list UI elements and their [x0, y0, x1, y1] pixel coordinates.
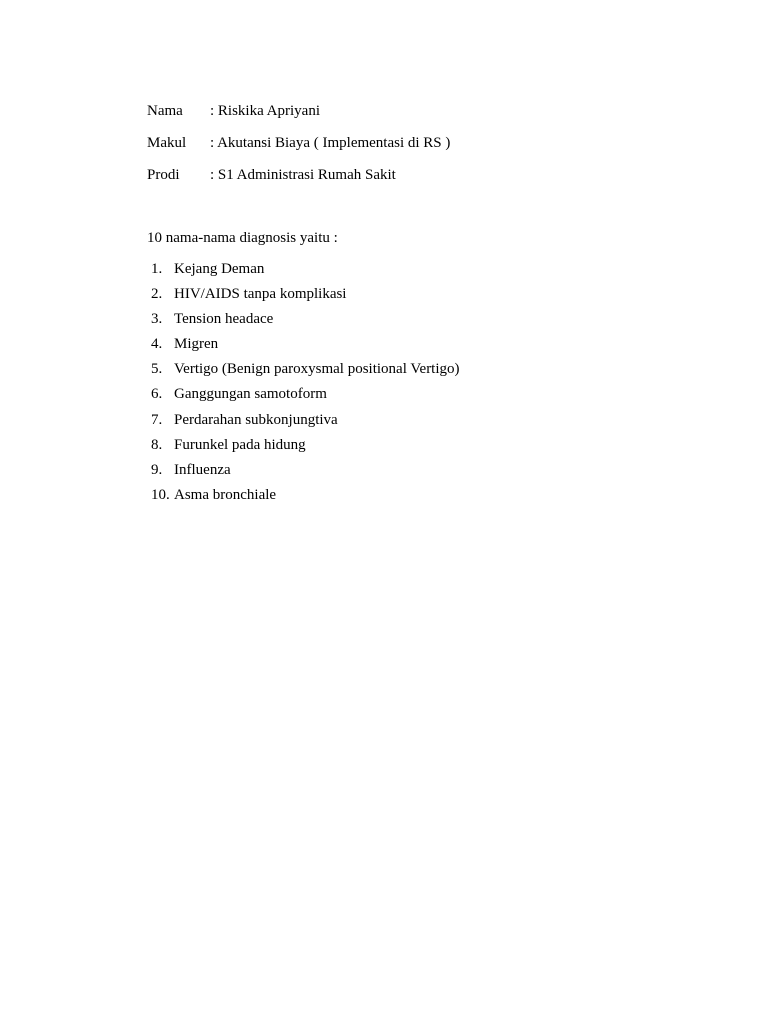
diagnosis-list: [147, 260, 460, 511]
list-item: [147, 260, 460, 285]
list-text: HIV/AIDS tanpa komplikasi: [174, 286, 347, 303]
list-number: 4.: [151, 336, 163, 353]
list-number: 3.: [151, 311, 163, 328]
list-number: 10.: [151, 486, 170, 503]
list-text: Vertigo (Benign paroxysmal positional Vertigo): [174, 361, 460, 378]
info-row-makul: [147, 134, 450, 166]
list-text: Tension headace: [174, 311, 274, 328]
info-value: : Akutansi Biaya ( Implementasi di RS ): [210, 135, 451, 151]
list-text: Migren: [174, 336, 219, 353]
list-item: [147, 461, 460, 486]
list-item: [147, 335, 460, 360]
list-number: 5.: [151, 361, 163, 378]
list-number: 8.: [151, 436, 163, 453]
list-number: 6.: [151, 386, 163, 403]
info-row-prodi: [147, 166, 450, 198]
list-text: Kejang Deman: [174, 261, 265, 277]
list-number: 7.: [151, 411, 163, 428]
list-item: [147, 486, 460, 511]
list-text: Asma bronchiale: [174, 486, 277, 503]
intro-text: 10 nama-nama diagnosis yaitu :: [147, 230, 338, 246]
list-text: Ganggungan samotoform: [174, 386, 327, 403]
list-text: Furunkel pada hidung: [174, 436, 306, 453]
list-text: Perdarahan subkonjungtiva: [174, 411, 338, 428]
info-label: Makul: [147, 135, 187, 151]
list-number: 9.: [151, 461, 163, 478]
info-row-nama: [147, 102, 450, 134]
info-label: Prodi: [147, 167, 180, 183]
list-item: [147, 360, 460, 385]
list-item: [147, 411, 460, 436]
info-value: : Riskika Apriyani: [210, 103, 320, 119]
info-label: Nama: [147, 103, 183, 119]
list-item: [147, 285, 460, 310]
list-item: [147, 436, 460, 461]
list-item: [147, 310, 460, 335]
student-info: [147, 102, 450, 198]
info-value: : S1 Administrasi Rumah Sakit: [210, 167, 396, 183]
list-text: Influenza: [174, 461, 231, 478]
list-item: [147, 385, 460, 410]
list-number: 1.: [151, 261, 163, 277]
list-number: 2.: [151, 286, 163, 303]
